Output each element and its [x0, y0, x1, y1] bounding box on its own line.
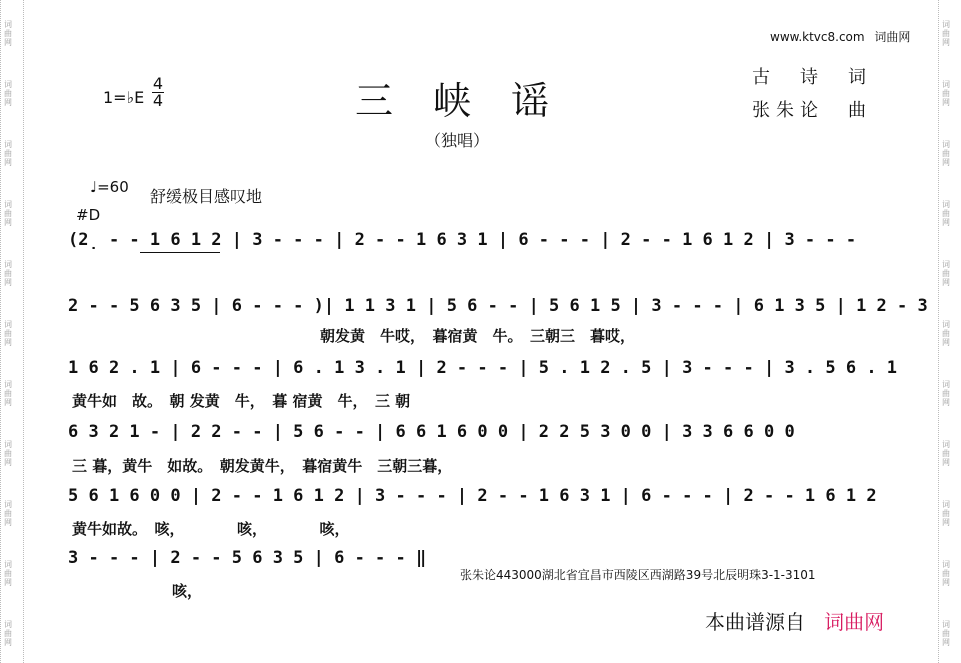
notation-row-6: 3 - - - | 2 - - 5 6 3 5 | 6 - - - ‖: [68, 548, 427, 568]
composer-address: 张朱论443000湖北省宜昌市西陵区西湖路39号北辰明珠3-1-3101: [460, 568, 816, 582]
source-credit: 本曲谱源自 词曲网: [705, 610, 885, 634]
key-signature: 1=♭E: [103, 88, 145, 107]
expression-mark: 舒缓极目感叹地: [150, 187, 263, 206]
lyrics-row-6: 咳，: [172, 582, 203, 600]
beam-line: [140, 252, 220, 253]
right-watermark-strip: 词曲网 词曲网 词曲网 词曲网 词曲网 词曲网 词曲网 词曲网 词曲网 词曲网 词曲网: [938, 0, 961, 663]
tempo-mark: ♩=60: [90, 178, 129, 196]
quarter-note-icon: ♩: [90, 178, 98, 196]
lyrics-row-5: 黄牛如故。 咳， 咳， 咳，: [72, 520, 350, 538]
lyrics-row-4: 三 暮，黄牛 如故。 朝发黄牛， 暮宿黄牛 三朝三暮，: [72, 457, 453, 475]
notation-row-3: 1 6 2 . 1 | 6 - - - | 6 . 1 3 . 1 | 2 - - - | 5 . 1 2 . 5 | 3 - - - | 3 . 5 6 . 1: [68, 358, 898, 378]
left-watermark-strip: 词曲网 词曲网 词曲网 词曲网 词曲网 词曲网 词曲网 词曲网 词曲网 词曲网 词曲网: [0, 0, 24, 663]
notation-row-2: 2 - - 5 6 3 5 | 6 - - - )| 1 1 3 1 | 5 6 - - | 5 6 1 5 | 3 - - - | 6 1 3 5 | 1 2 - 3: [68, 296, 928, 316]
site-url[interactable]: www.ktvc8.com 词曲网: [770, 30, 911, 44]
composer-credit: 张朱论 曲: [752, 100, 872, 121]
lyrics-row-2: 朝发黄 牛哎， 暮宿黄 牛。 三朝三 暮哎，: [320, 327, 636, 345]
song-title: 三 峡 谣: [355, 79, 564, 123]
lyricist-credit: 古 诗 词: [752, 67, 872, 88]
source-site-link[interactable]: 词曲网: [824, 610, 885, 634]
notation-row-5: 5 6 1 6 0 0 | 2 - - 1 6 1 2 | 3 - - - | 2 - - 1 6 3 1 | 6 - - - | 2 - - 1 6 1 2: [68, 486, 877, 506]
notation-row-4: 6 3 2 1 - | 2 2 - - | 5 6 - - | 6 6 1 6 0 0 | 2 2 5 3 0 0 | 3 3 6 6 0 0: [68, 422, 795, 442]
notation-row-1: (2̣ - - 1 6 1 2 | 3 - - - | 2 - - 1 6 3 1 | 6 - - - | 2 - - 1 6 1 2 | 3 - - -: [68, 230, 857, 250]
mode-mark: #D: [76, 206, 101, 224]
lyrics-row-3: 黄牛如 故。 朝 发黄 牛， 暮 宿黄 牛， 三 朝: [72, 392, 411, 410]
time-signature: $\frac{4}{4}$: [152, 74, 164, 110]
song-subtitle: （独唱）: [425, 131, 490, 150]
